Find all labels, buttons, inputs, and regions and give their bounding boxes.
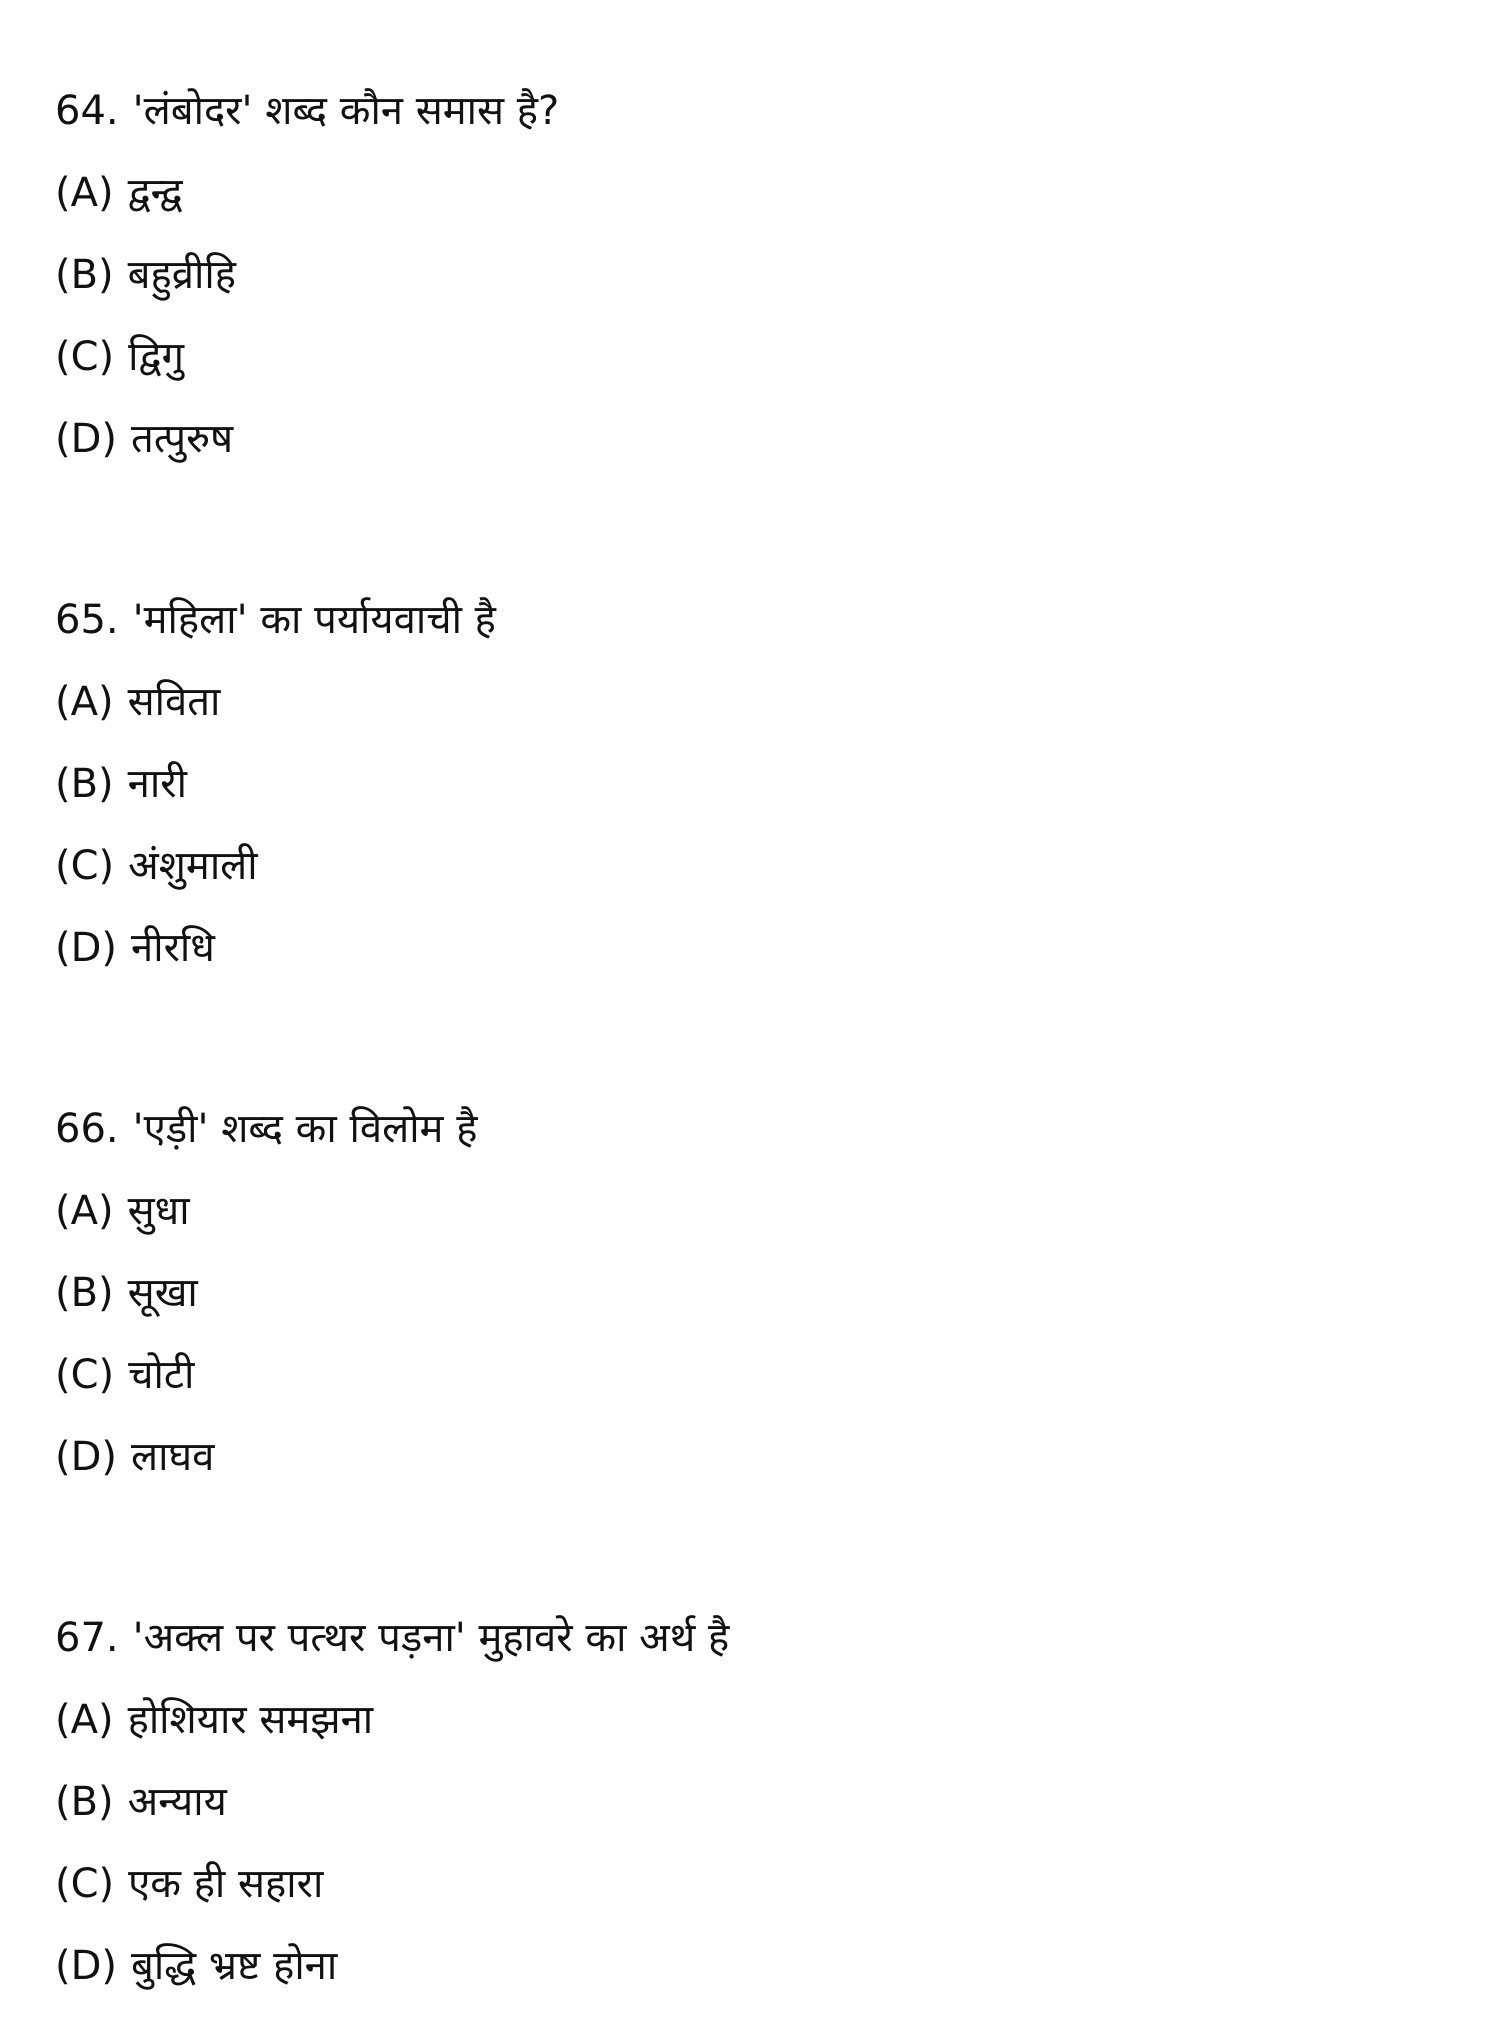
option-label: (B) — [55, 252, 114, 298]
option-a[interactable] — [55, 1679, 1505, 1761]
question-number: 64. — [55, 88, 119, 134]
question-text: 'लंबोदर' शब्द कौन समास है? — [132, 88, 560, 134]
option-text: सविता — [127, 679, 221, 725]
question-number: 65. — [55, 597, 119, 643]
option-label: (D) — [55, 416, 118, 462]
option-text: होशियार समझना — [127, 1697, 374, 1743]
option-text: सुधा — [127, 1188, 190, 1234]
option-a[interactable] — [55, 1170, 1505, 1252]
option-label: (A) — [55, 1188, 114, 1234]
question-text: 'महिला' का पर्यायवाची है — [132, 597, 496, 643]
option-c[interactable] — [55, 316, 1505, 398]
question-stem — [55, 1597, 1505, 1679]
option-label: (D) — [55, 1434, 118, 1480]
option-label: (B) — [55, 761, 114, 807]
question-stem — [55, 1088, 1505, 1170]
option-label: (C) — [55, 334, 115, 380]
question-65 — [55, 579, 1505, 989]
option-text: द्विगु — [128, 334, 185, 380]
option-text: नीरधि — [131, 925, 215, 971]
option-b[interactable] — [55, 1252, 1505, 1334]
option-text: अंशुमाली — [128, 843, 258, 889]
option-text: एक ही सहारा — [128, 1861, 324, 1907]
option-label: (A) — [55, 1697, 114, 1743]
question-66 — [55, 1088, 1505, 1498]
option-text: नारी — [127, 761, 187, 807]
question-64 — [55, 70, 1505, 480]
option-d[interactable] — [55, 398, 1505, 480]
option-a[interactable] — [55, 661, 1505, 743]
option-text: बुद्धि भ्रष्ट होना — [131, 1943, 338, 1989]
question-number: 66. — [55, 1106, 119, 1152]
option-d[interactable] — [55, 1416, 1505, 1498]
option-text: अन्याय — [127, 1779, 227, 1825]
option-label: (A) — [55, 170, 114, 216]
option-c[interactable] — [55, 1334, 1505, 1416]
option-d[interactable] — [55, 1925, 1505, 2007]
option-c[interactable] — [55, 825, 1505, 907]
option-b[interactable] — [55, 1761, 1505, 1843]
option-b[interactable] — [55, 234, 1505, 316]
question-number: 67. — [55, 1615, 119, 1661]
option-label: (D) — [55, 1943, 118, 1989]
option-label: (B) — [55, 1779, 114, 1825]
option-d[interactable] — [55, 907, 1505, 989]
option-label: (C) — [55, 1861, 115, 1907]
option-label: (A) — [55, 679, 114, 725]
question-67 — [55, 1597, 1505, 2007]
option-text: तत्पुरुष — [131, 416, 234, 462]
question-text: 'अक्ल पर पत्थर पड़ना' मुहावरे का अर्थ है — [132, 1615, 730, 1661]
option-label: (B) — [55, 1270, 114, 1316]
option-label: (D) — [55, 925, 118, 971]
option-label: (C) — [55, 1352, 115, 1398]
option-b[interactable] — [55, 743, 1505, 825]
option-text: लाघव — [131, 1434, 215, 1480]
question-stem — [55, 579, 1505, 661]
option-text: चोटी — [128, 1352, 195, 1398]
option-text: द्वन्द्व — [127, 170, 183, 216]
option-c[interactable] — [55, 1843, 1505, 1925]
option-text: सूखा — [127, 1270, 198, 1316]
question-text: 'एड़ी' शब्द का विलोम है — [132, 1106, 478, 1152]
option-label: (C) — [55, 843, 115, 889]
option-a[interactable] — [55, 152, 1505, 234]
question-stem — [55, 70, 1505, 152]
option-text: बहुव्रीहि — [127, 252, 236, 298]
